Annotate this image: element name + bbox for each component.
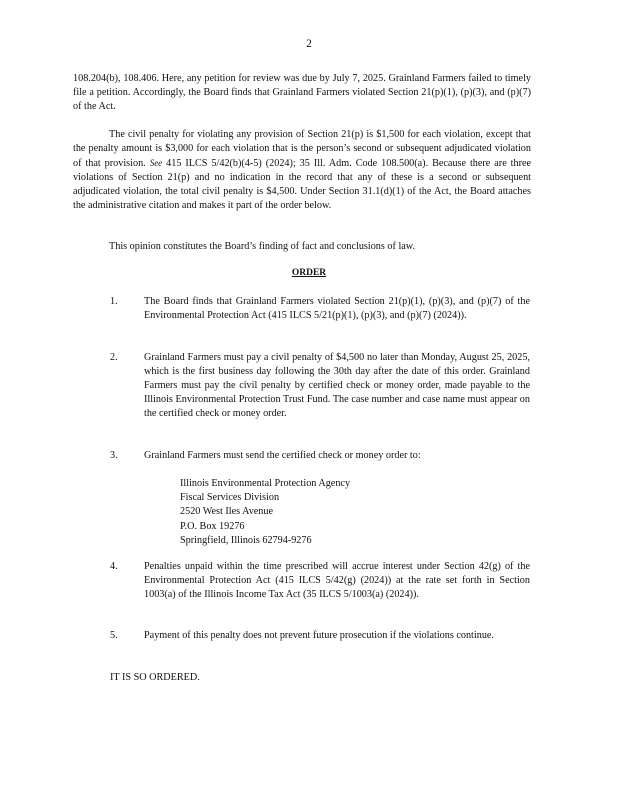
address-street: 2520 West Iles Avenue bbox=[180, 506, 274, 518]
order-item-text: Grainland Farmers must pay a civil penalty of $4,500 no later than Monday, August 25, 2025, which is the first business day following the 30th day after the date of this order. Grainland Farmers must pay the civil penalty by certified check or money order, made payable to the Illinois Environmental Protection Trust Fund. The case number and case name must appear on the certified check or money order. bbox=[144, 352, 530, 419]
page-number: 2 bbox=[306, 38, 312, 50]
address-city: Springfield, Illinois 62794-9276 bbox=[180, 534, 312, 546]
order-item-number: 5. bbox=[110, 630, 118, 641]
order-item-number: 1. bbox=[110, 296, 118, 307]
penalty-text-part2: 415 ILCS 5/42(b)(4-5) (2024); 35 Ill. Adm. Code 108.500(a). Because there are three violations of Section 21(p) and no indication in the record that any of these is a second or subsequent adjudicated violation, the total civil penalty is $4,500. Under Section 31.1(d)(1) of the Act, the Board attaches the administrative citation and makes it part of the order below. bbox=[73, 158, 532, 211]
order-item-number: 4. bbox=[110, 561, 118, 572]
address-po-box: P.O. Box 19276 bbox=[180, 520, 245, 532]
penalty-text-part1: The civil penalty for violating any provision of Section 21(p) is $1,500 for each violation, except that the penalty amount is $3,000 for each violation that is the person’s second or subsequent adjudicated violation of that provision. bbox=[73, 129, 531, 169]
see-signal: See bbox=[149, 158, 163, 168]
order-item-text: Payment of this penalty does not prevent future prosecution if the violations continue. bbox=[144, 630, 494, 641]
paragraph-opinion-statement: This opinion constitutes the Board’s finding of fact and conclusions of law. bbox=[109, 241, 416, 252]
order-item-number: 3. bbox=[110, 450, 118, 461]
paragraph-civil-penalty bbox=[73, 128, 531, 213]
paragraph-petition-finding: 108.204(b), 108.406. Here, any petition for review was due by July 7, 2025. Grainland Farmers failed to timely file a petition. Accordingly, the Board finds that Grainland Farmers violated Section 21(p)(1), (p)(3), and (p)(7) of the Act. bbox=[73, 73, 531, 112]
order-item-number: 2. bbox=[110, 352, 118, 363]
order-heading: ORDER bbox=[291, 268, 327, 278]
order-item-text: Penalties unpaid within the time prescribed will accrue interest under Section 42(g) of the Environmental Protection Act (415 ILCS 5/42(g) (2024)) at the rate set forth in Section 1003(a) of the Illinois Income Tax Act (35 ILCS 5/1003(a) (2024)). bbox=[144, 561, 530, 600]
closing-statement: IT IS SO ORDERED. bbox=[110, 672, 200, 683]
address-division: Fiscal Services Division bbox=[180, 492, 280, 504]
address-agency: Illinois Environmental Protection Agency bbox=[180, 478, 351, 489]
order-item-text: The Board finds that Grainland Farmers violated Section 21(p)(1), (p)(3), and (p)(7) of the Environmental Protection Act (415 ILCS 5/21(p)(1), (p)(3), and (p)(7) (2024)). bbox=[144, 296, 530, 321]
payment-address bbox=[180, 477, 350, 548]
order-item-text: Grainland Farmers must send the certified check or money order to: bbox=[144, 450, 421, 461]
